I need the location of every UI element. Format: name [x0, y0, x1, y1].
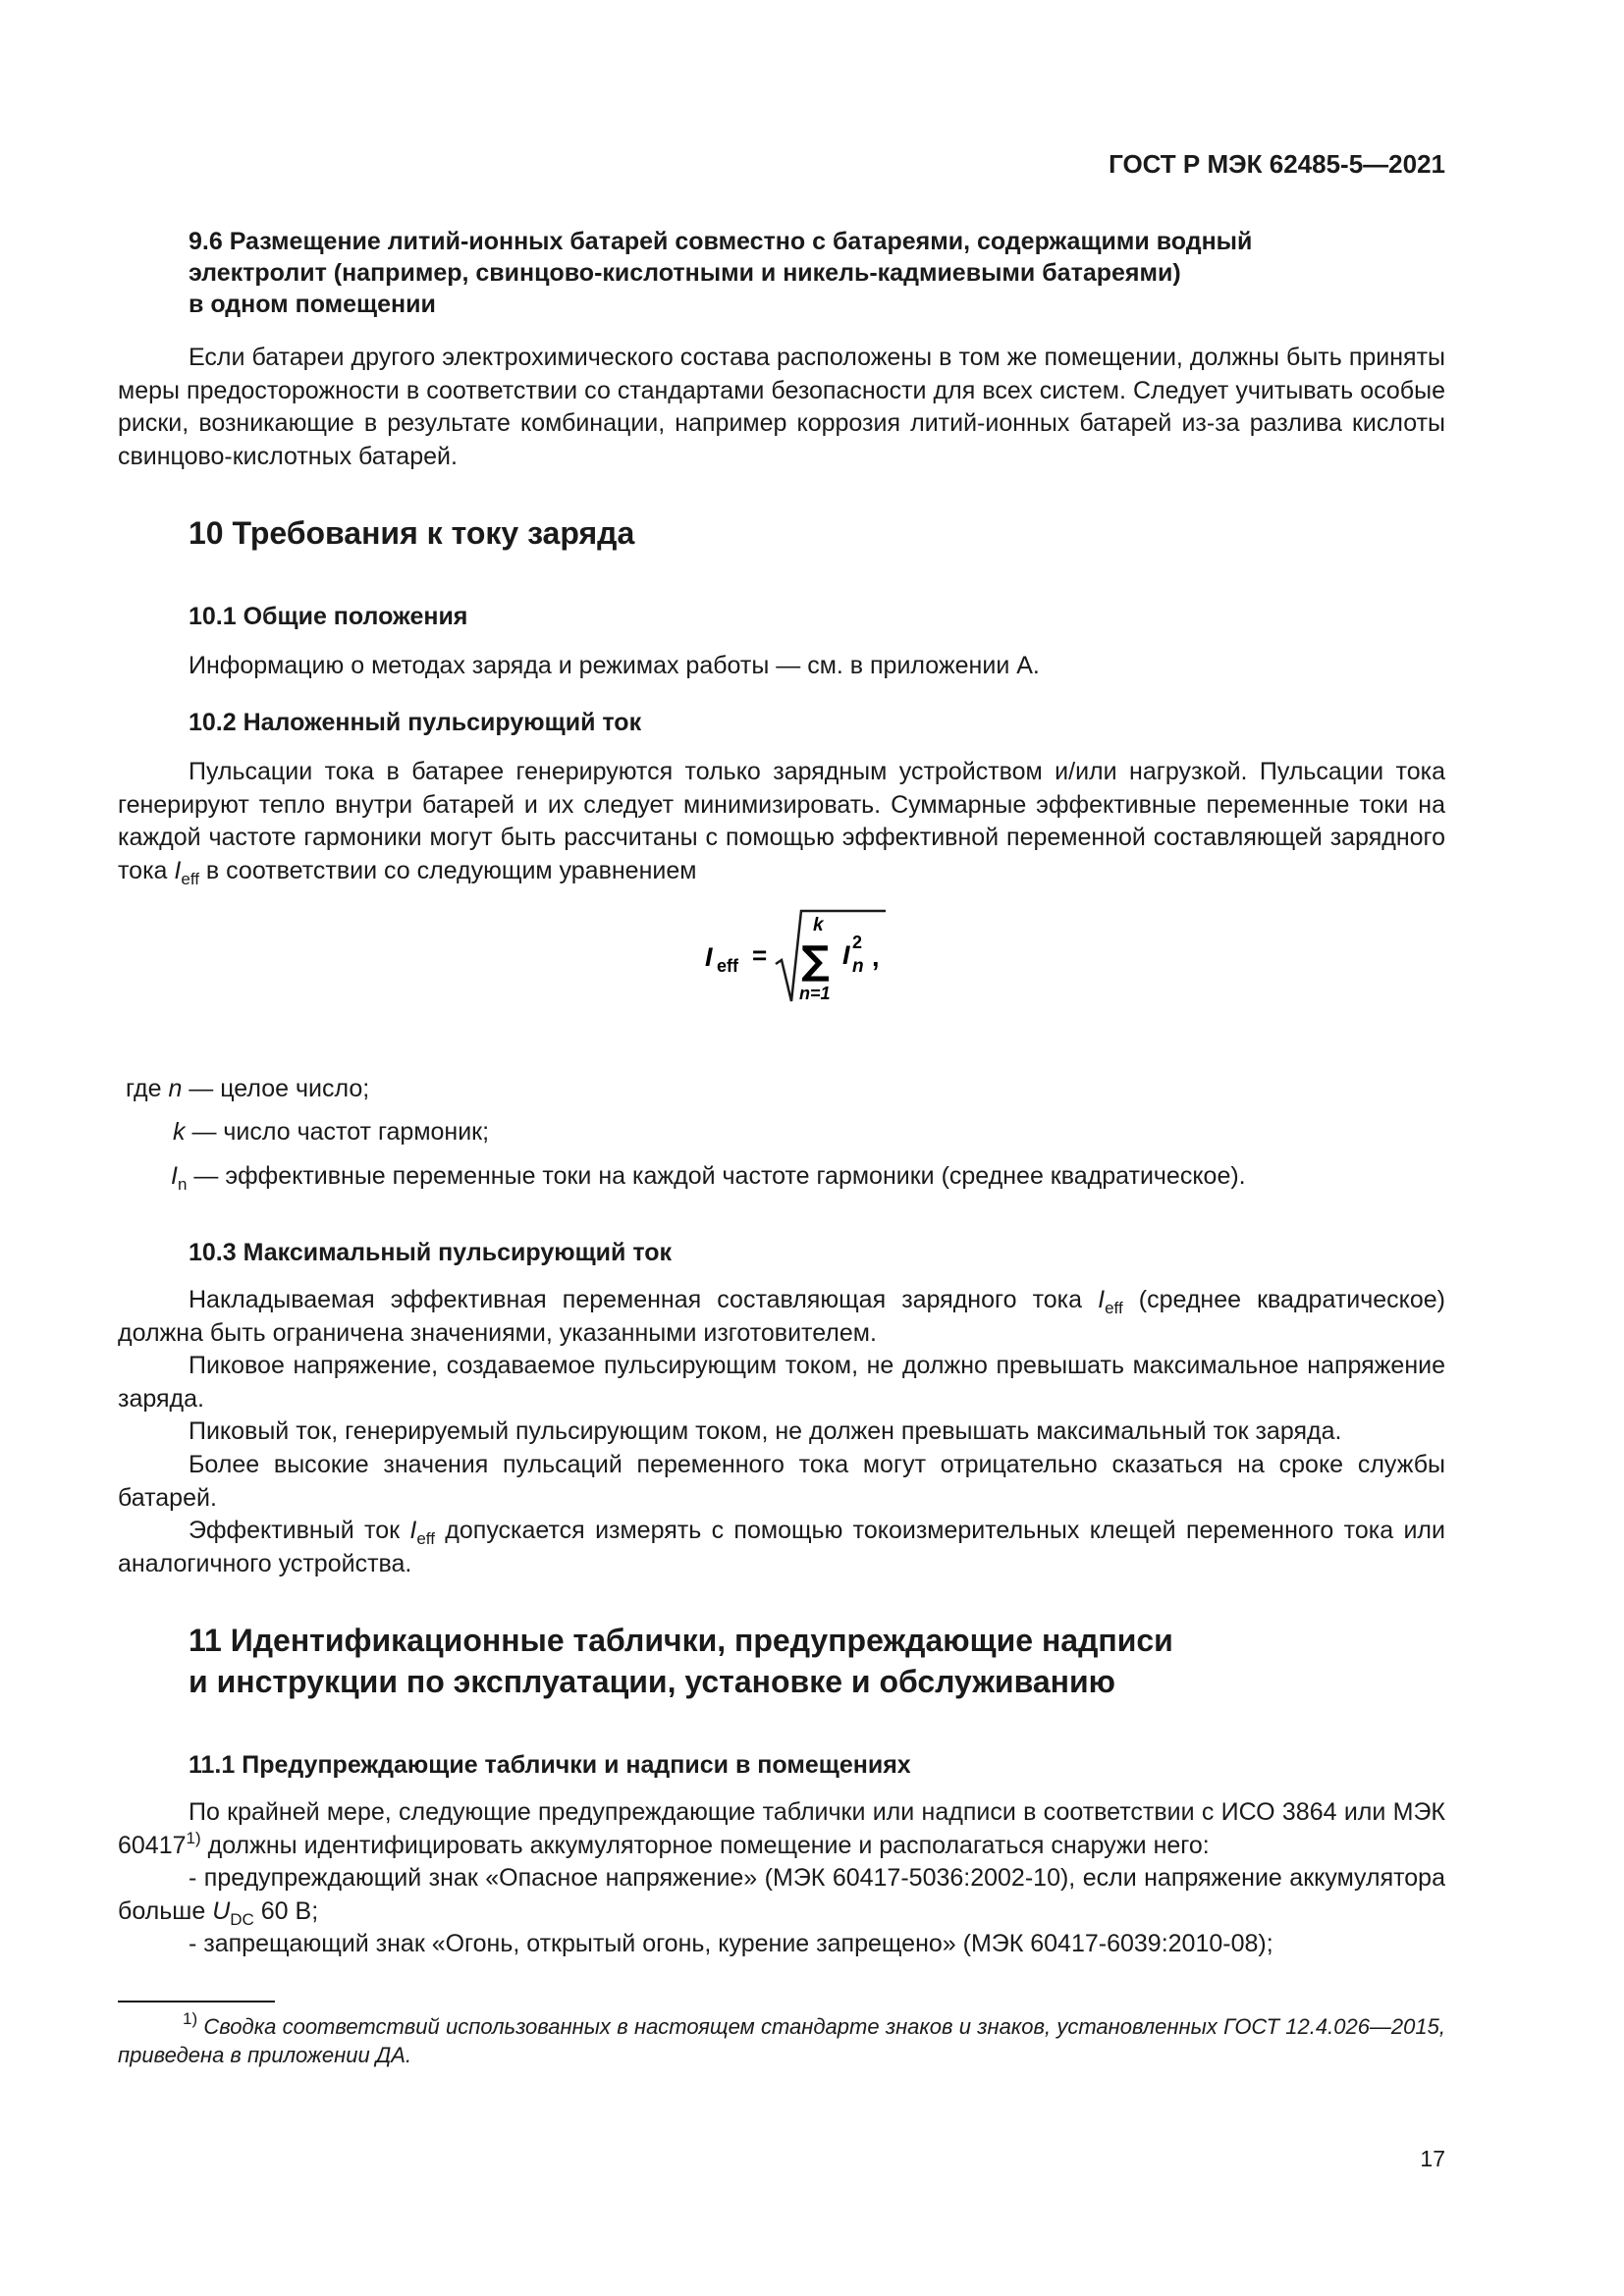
- formula-term-subscript: n: [852, 956, 864, 977]
- document-page: [118, 0, 1445, 2296]
- section-11-1-title: 11.1 Предупреждающие таблички и надписи в помещениях: [189, 1751, 911, 1779]
- section-10-3-paragraph: Пиковый ток, генерируемый пульсирующим током, не должен превышать максимальный ток заряда.: [189, 1417, 1342, 1445]
- formula-term-symbol: I: [842, 940, 850, 970]
- footnote-reference[interactable]: 1): [186, 1828, 201, 1847]
- section-11-1-list-item: - запрещающий знак «Огонь, открытый огонь, курение запрещено» (МЭК 60417-6039:2010-08);: [189, 1930, 1273, 1957]
- section-9-6-title: [189, 226, 1252, 320]
- section-10-2-title: 10.2 Наложенный пульсирующий ток: [189, 709, 642, 736]
- section-10-3-title: 10.3 Максимальный пульсирующий ток: [189, 1239, 673, 1266]
- section-11-1-list-item: - предупреждающий знак «Опасное напряжение» (МЭК 60417-5036:2002-10), если напряжение аккумулятора больше $U_{DC}$ 60 В;: [118, 1864, 1445, 1929]
- formula-lhs-symbol: I: [705, 942, 713, 972]
- section-9-6-title-line: электролит (например, свинцово-кислотными и никель-кадмиевыми батареями): [189, 259, 1181, 287]
- section-10-3-paragraph: Пиковое напряжение, создаваемое пульсирующим током, не должно превышать максимальное напряжение заряда.: [118, 1352, 1445, 1413]
- section-10-title: 10 Требования к току заряда: [189, 515, 635, 551]
- where-line: $I_n$ — эффективные переменные токи на каждой частоте гармоники (среднее квадратическое).: [171, 1162, 1246, 1194]
- where-line: где n — целое число;: [126, 1075, 370, 1102]
- section-11-title-line: и инструкции по эксплуатации, установке и обслуживанию: [189, 1664, 1115, 1699]
- section-10-3-paragraph: Более высокие значения пульсаций переменного тока могут отрицательно сказаться на сроке службы батарей.: [118, 1451, 1445, 1512]
- formula-equals: =: [752, 940, 768, 970]
- where-line: k — число частот гармоник;: [173, 1118, 490, 1146]
- section-11-title-line: 11 Идентификационные таблички, предупреждающие надписи: [189, 1623, 1173, 1658]
- page-number: 17: [1420, 2146, 1445, 2171]
- formula-sigma: ∑: [801, 938, 830, 984]
- section-9-6-paragraph: Если батареи другого электрохимического состава расположены в том же помещении, должны быть приняты меры предосторожности в соответствии со стандартами безопасности для всех систем. Следует учитывать особые риски, возникающие в результате комбинации, например коррозия литий-ионных батарей из-за разлива кислоты свинцово-кислотных батарей.: [118, 344, 1445, 470]
- document-header: ГОСТ Р МЭК 62485-5—2021: [1109, 149, 1445, 179]
- formula-lower-limit: n=1: [799, 984, 831, 1003]
- formula-lhs-subscript: eff: [717, 956, 738, 976]
- formula-root-sign: [776, 911, 886, 1001]
- section-11-1-paragraph: По крайней мере, следующие предупреждающие таблички или надписи в соответствии с ИСО 3864 или МЭК 60417$^{1)}$ должны идентифицировать аккумуляторное помещение и располагаться снаружи него:: [118, 1798, 1445, 1859]
- footnote-divider: [118, 2001, 275, 2002]
- formula-upper-limit: k: [813, 915, 824, 935]
- section-10-1-title: 10.1 Общие положения: [189, 603, 468, 630]
- formula-comma: ,: [872, 942, 880, 972]
- section-11-title: [189, 1620, 1173, 1702]
- section-10-3-paragraph: Накладываемая эффективная переменная составляющая зарядного тока $I_{eff}$ (среднее квадратическое) должна быть ограничена значениями, указанными изготовителем.: [118, 1286, 1445, 1347]
- section-10-1-paragraph: Информацию о методах заряда и режимах работы — см. в приложении А.: [189, 652, 1040, 679]
- section-10-3-paragraph: Эффективный ток $I_{eff}$ допускается измерять с помощью токоизмерительных клещей переменного тока или аналогичного устройства.: [118, 1517, 1445, 1577]
- ripple-current-formula: [697, 903, 943, 1011]
- footnote-text: Сводка соответствий использованных в настоящем стандарте знаков и знаков, установленных ГОСТ 12.4.026—2015, приведена в приложении ДА.: [118, 2014, 1445, 2067]
- footnote: [118, 2009, 1445, 2069]
- section-9-6-title-line: 9.6 Размещение литий-ионных батарей совместно с батареями, содержащими водный: [189, 228, 1253, 255]
- section-9-6-title-line: в одном помещении: [189, 291, 436, 318]
- formula-term-superscript: 2: [852, 933, 863, 952]
- footnote-mark: 1): [183, 2009, 198, 2028]
- section-10-2-paragraph: Пульсации тока в батарее генерируются только зарядным устройством и/или нагрузкой. Пульсации тока генерируют тепло внутри батарей и их следует минимизировать. Суммарные эффективные переменные токи на каждой частоте гармоники могут быть рассчитаны с помощью эффективной переменной составляющей зарядного тока $I_{eff}$ в соответствии со следующим уравнением: [118, 758, 1445, 888]
